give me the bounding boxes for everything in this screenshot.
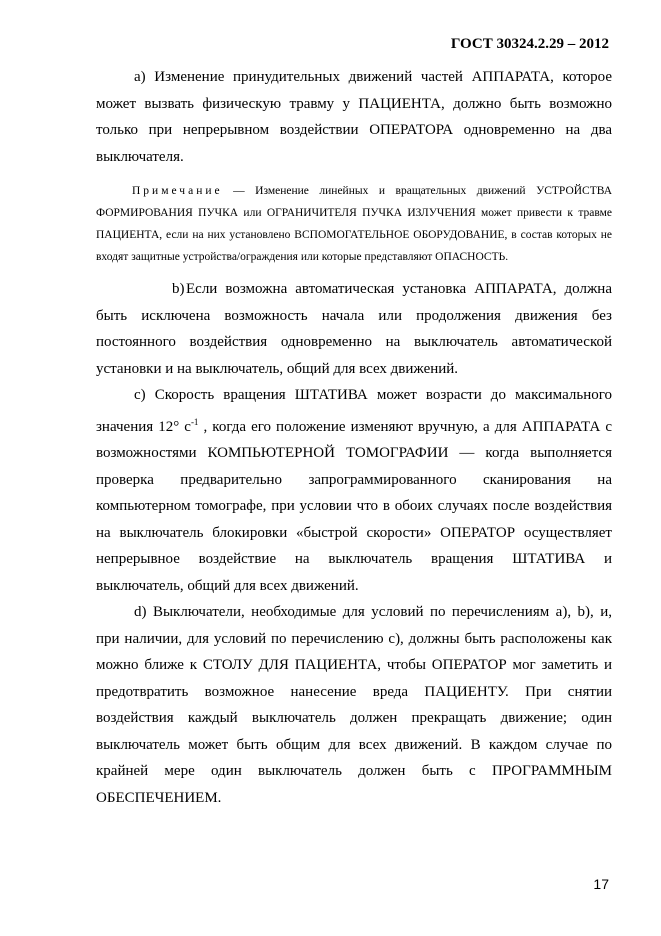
paragraph-a: а) Изменение принудительных движений частей АППАРАТА, которое может вызвать физическую травму у ПАЦИЕНТА, должно быть возможно только при непрерывном воздействии ОПЕРАТОРА одновременно на два выключателя. — [96, 69, 612, 165]
page-header-title: ГОСТ 30324.2.29 – 2012 — [450, 36, 609, 52]
paragraph-c — [96, 382, 612, 599]
paragraph-b-label: b) — [172, 281, 185, 297]
paragraph-d: d) Выключатели, необходимые для условий по перечислениям a), b), и, при наличии, для условий по перечислению c), должны быть расположены как можно ближе к СТОЛУ ДЛЯ ПАЦИЕНТА, чтобы ОПЕРАТОР мог заметить и предотвратить возможное нанесение вреда ПАЦИЕНТУ. При снятии воздействия каждый выключатель должен прекращать движение; один выключатель может быть общим для всех движений. В каждом случае по крайней мере один выключатель должен быть с ПРОГРАММНЫМ ОБЕСПЕЧЕНИЕМ. — [96, 604, 612, 806]
note-text: — Изменение линейных и вращательных движений УСТРОЙСТВА ФОРМИРОВАНИЯ ПУЧКА или ОГРАНИЧИТЕЛЯ ПУЧКА ИЗЛУЧЕНИЯ может привести к травме ПАЦИЕНТА, если на них установлено ВСПОМОГАТЕЛЬНОЕ ОБОРУДОВАНИЕ, в состав которых не входят защитные устройства/ограждения или которые представляют ОПАСНОСТЬ. — [96, 185, 612, 263]
document-body — [96, 64, 612, 811]
paragraph-c-part1: с) Скорость вращения ШТАТИВА может возрасти до максимального значения 12° с — [96, 387, 612, 435]
paragraph-b — [96, 276, 612, 382]
paragraph-c-part2: , когда его положение изменяют вручную, а для АППАРАТА с возможностями КОМПЬЮТЕРНОЙ ТОМОГРАФИИ — когда выполняется проверка предварительно запрограммированного сканирования на компьютерном томографе, при условии что в обоих случаях после воздействия на выключатель блокировки «быстрой скорости» ОПЕРАТОР осуществляет непрерывное воздействие на выключатель вращения ШТАТИВА и выключатель, общий для всех движений. — [96, 418, 612, 594]
paragraph-b-text: Если возможна автоматическая установка АППАРАТА, должна быть исключена возможность начала или продолжения движения без постоянного воздействия одновременно на выключатель автоматической установки и на выключатель, общий для всех движений. — [96, 281, 612, 377]
paragraph-c-superscript: -1 — [190, 416, 199, 427]
note-label: Примечание — [132, 185, 223, 197]
page-number: 17 — [593, 876, 609, 892]
note-paragraph — [96, 180, 612, 268]
